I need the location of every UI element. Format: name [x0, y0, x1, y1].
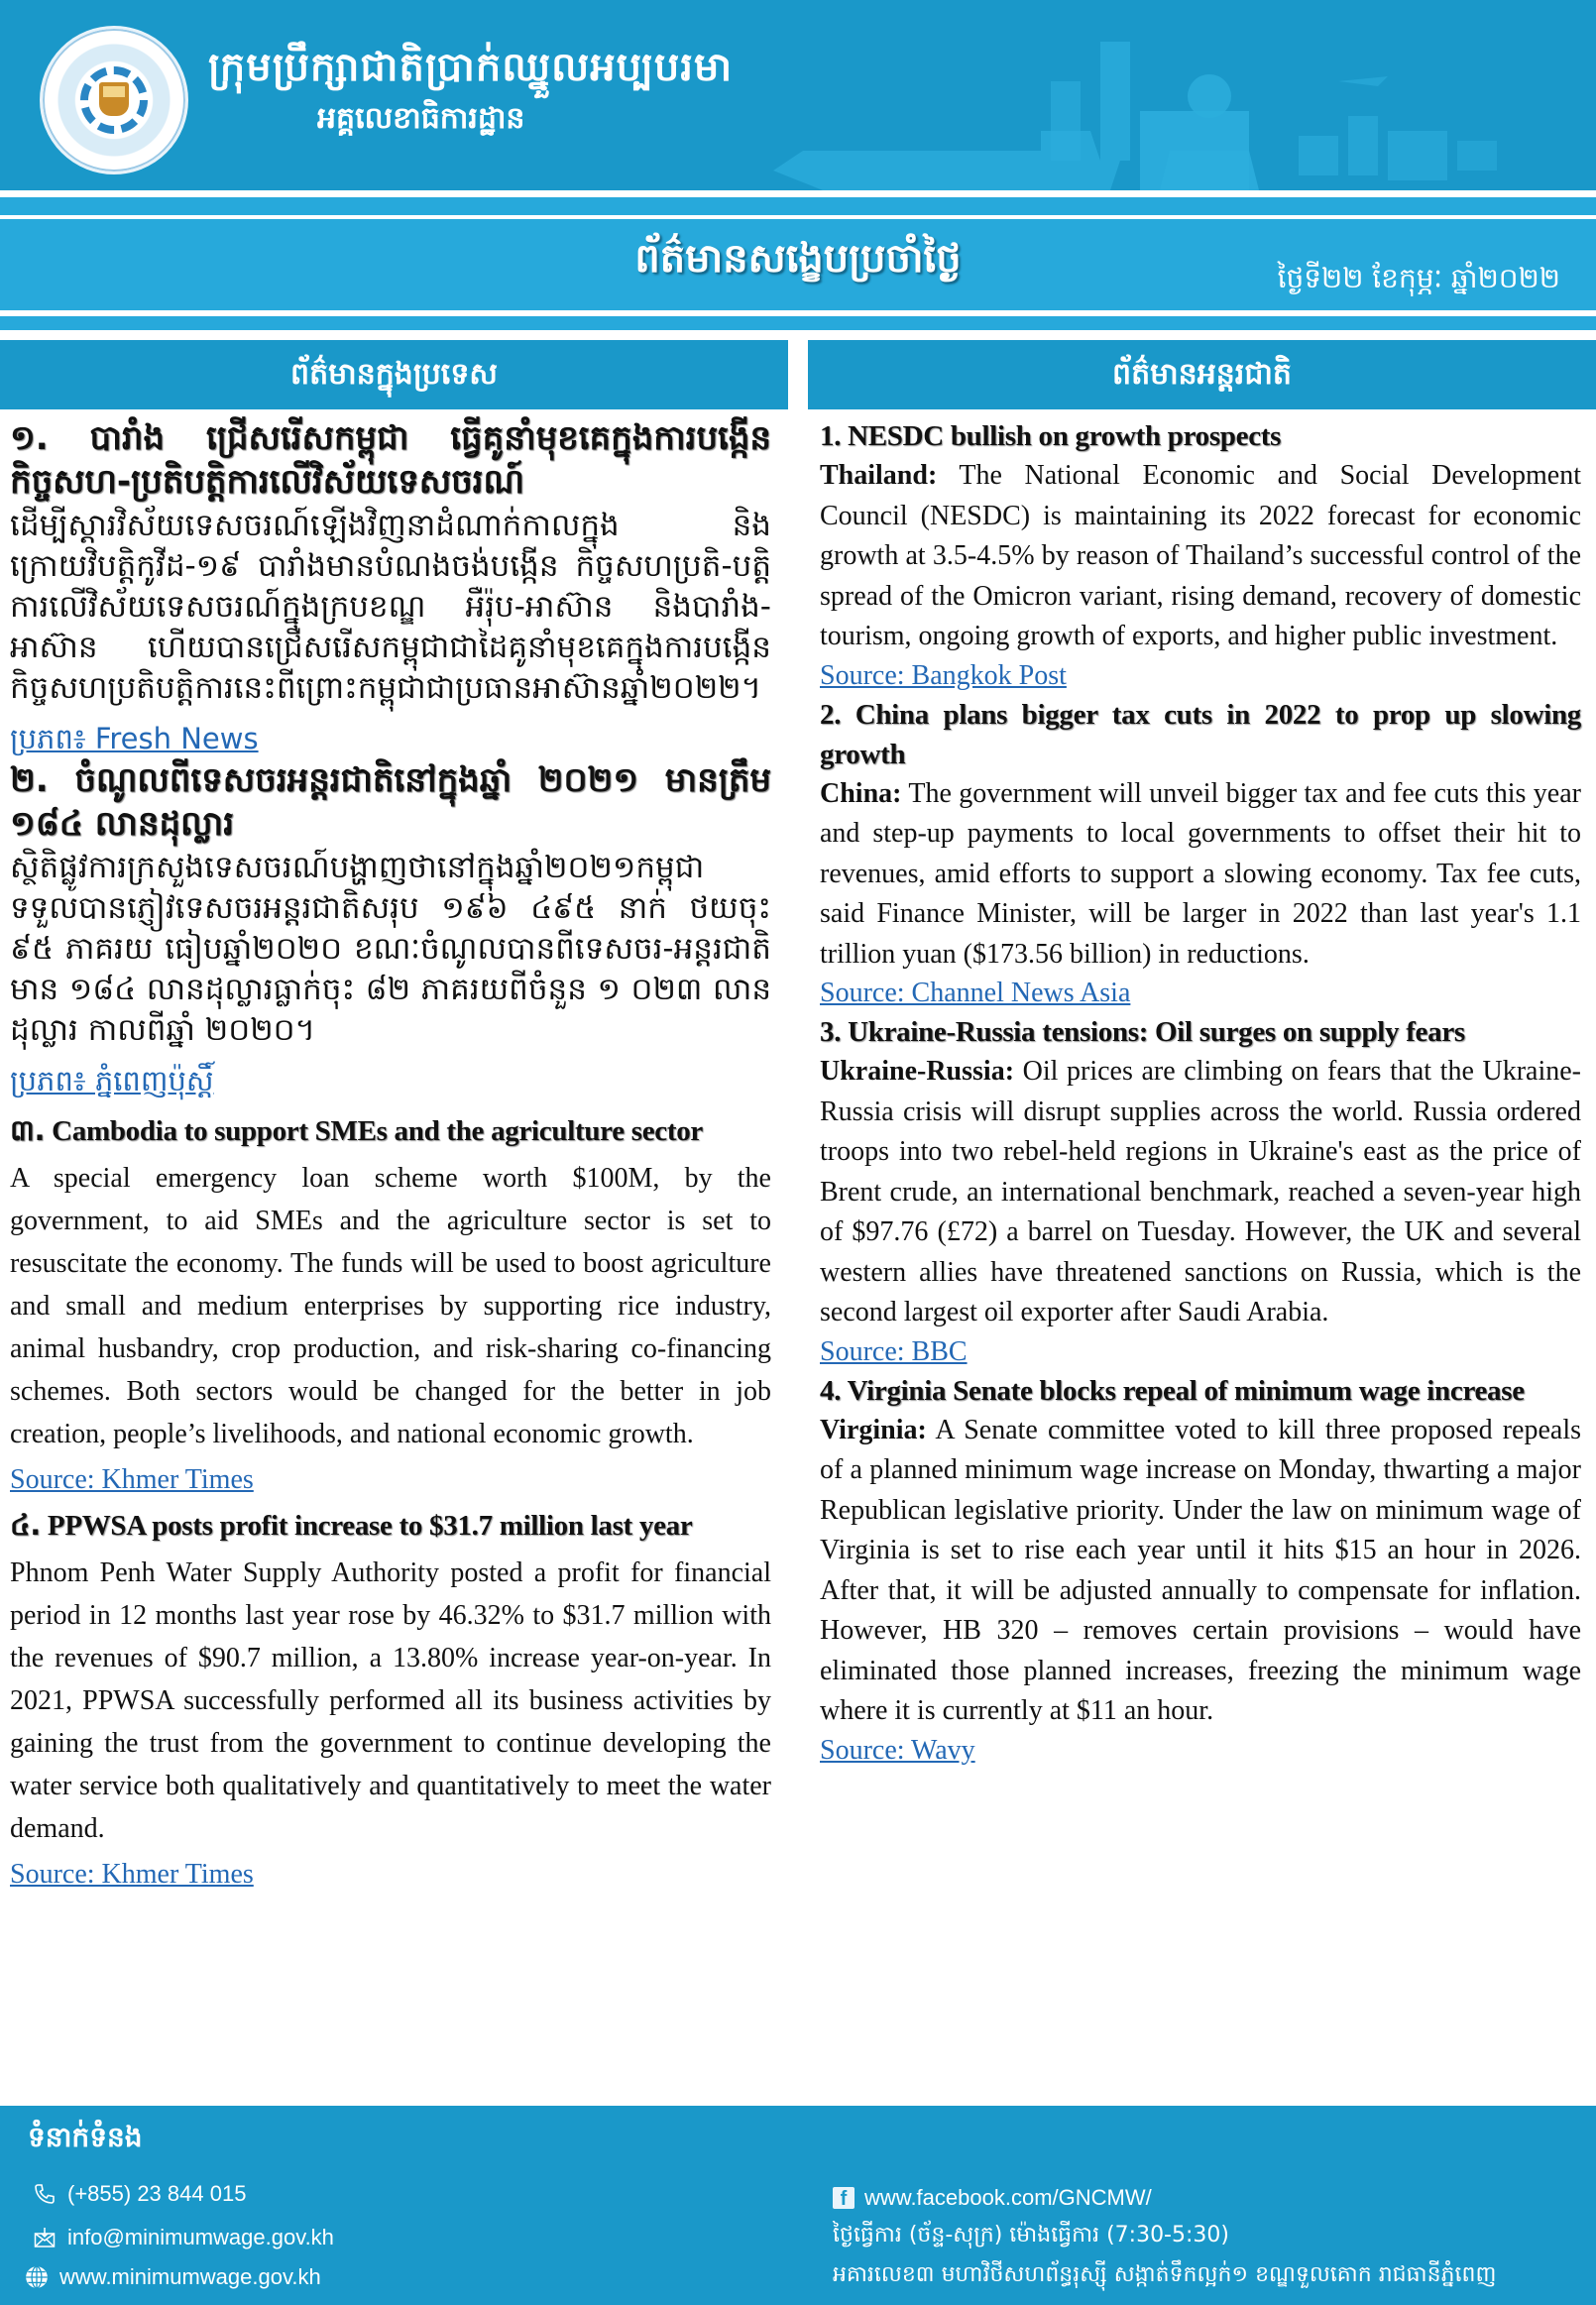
- globe-icon: [24, 2264, 50, 2290]
- article-number: ៣.: [10, 1113, 46, 1147]
- international-news-column: [820, 416, 1581, 1770]
- article-source-link[interactable]: Source: Channel News Asia: [820, 978, 1131, 1008]
- news-article: [10, 1110, 771, 1499]
- article-title: [10, 1505, 771, 1546]
- article-lead: Thailand:: [820, 460, 938, 491]
- article-source-link[interactable]: Source: Khmer Times: [10, 1464, 254, 1495]
- trophy-emblem-icon: [99, 82, 129, 116]
- article-title-text: Cambodia to support SMEs and the agriculture sector: [52, 1115, 703, 1147]
- working-hours: ថ្ងៃធ្វើការ (ច័ន្ទ-សុក្រ) ម៉ោងធ្វើការ (7:30-5:30): [833, 2223, 1229, 2247]
- article-body: Phnom Penh Water Supply Authority posted a profit for financial period in 12 months last year rose by 46.32% to $31.7 million with the revenues of $90.7 million, a 13.80% increase year-on-year. In 2021, PPWSA successfully performed all its business activities by gaining the trust from the government to continue developing the water service both qualitatively and quantitatively to meet the water demand.: [10, 1557, 771, 1844]
- page-title: ព័ត៌មានសង្ខេបប្រចាំថ្ងៃ: [634, 236, 962, 282]
- article-title: [10, 1110, 771, 1151]
- mail-icon: [32, 2225, 57, 2250]
- publication-date: ថ្ងៃទី២២ ខែកុម្ភៈ ឆ្នាំ២០២២: [1277, 262, 1560, 294]
- contact-title: ទំនាក់ទំនង: [28, 2121, 143, 2153]
- domestic-news-heading: ព័ត៌មានក្នុងប្រទេស: [0, 340, 788, 409]
- article-source-link[interactable]: ប្រភព៖ Fresh News: [10, 722, 259, 755]
- article-body: A special emergency loan scheme worth $100M, by the government, to aid SMEs and the agriculture sector is set to resuscitate the economy. The funds will be used to boost agriculture and small and medium enterprises by supporting rice industry, animal husbandry, crop production, and risk-sharing co-financing schemes. Both sectors would be changed for the better in job creation, people’s livelihoods, and national economic growth.: [10, 1163, 771, 1449]
- article-source-link[interactable]: Source: Bangkok Post: [820, 659, 1067, 691]
- news-article: [820, 1371, 1581, 1770]
- header-banner: [0, 0, 1596, 190]
- facebook-link[interactable]: www.facebook.com/GNCMW/: [864, 2185, 1152, 2210]
- article-body: ដើម្បីស្តារវិស័យទេសចរណ៍ឡើងវិញនាដំណាក់កាលក្នុង និងក្រោយវិបត្តិកូវីដ-១៩ បារាំងមានបំណងចង់បង្កើន កិច្ចសហប្រតិ-បត្តិការលើវិស័យទេសចរណ៍ក្នុងក្របខណ្ឌ អឺរ៉ុប-អាស៊ាន និងបារាំង-អាស៊ាន ហើយបានជ្រើសរើសកម្ពុជាជាដៃគូនាំមុខគេក្នុងការបង្កើនកិច្ចសហប្រតិបត្តិការនេះពីព្រោះកម្ពុជាជាប្រធានអាស៊ានឆ្នាំ២០២២។: [10, 508, 771, 706]
- article-title: 3. Ukraine-Russia tensions: Oil surges on supply fears: [820, 1016, 1465, 1048]
- decorative-stripe: [0, 316, 1596, 330]
- article-source-link[interactable]: Source: Wavy: [820, 1734, 975, 1766]
- article-number: ៤.: [10, 1508, 41, 1542]
- news-article: [820, 416, 1581, 695]
- contact-facebook: [833, 2185, 1152, 2211]
- news-article: [10, 1505, 771, 1894]
- article-title: ២. ចំណូលពីទេសចរអន្តរជាតិនៅក្នុងឆ្នាំ ២០២១ មានត្រឹម ១៨៤ លានដុល្លារ: [10, 760, 771, 844]
- article-body: [820, 456, 1581, 657]
- footer: [0, 2106, 1596, 2305]
- contact-phone: [32, 2181, 246, 2207]
- article-body: [820, 774, 1581, 976]
- international-news-heading: ព័ត៌មានអន្តរជាតិ: [808, 340, 1596, 409]
- website-link[interactable]: www.minimumwage.gov.kh: [59, 2264, 321, 2289]
- news-article: [10, 416, 771, 758]
- office-address: អគារលេខ៣ មហាវិថីសហព័ន្ធរុស្ស៊ី សង្កាត់ទឹកល្អក់១ ខណ្ឌទួលគោក រាជធានីភ្នំពេញ: [833, 2262, 1497, 2287]
- article-body-text: The National Economic and Social Development Council (NESDC) is maintaining its 2022 forecast for economic growth at 3.5-4.5% by reason of Thailand’s successful control of the spread of the Omicron variant, rising demand, recovery of domestic tourism, ongoing growth of exports, and higher public investment.: [820, 460, 1581, 651]
- phone-number[interactable]: (+855) 23 844 015: [67, 2181, 247, 2206]
- facebook-icon: f: [833, 2187, 855, 2209]
- article-body: ស្ថិតិផ្លូវការក្រសួងទេសចរណ៍បង្ហាញថានៅក្នុងឆ្នាំ២០២១កម្ពុជាទទួលបានភ្ញៀវទេសចរអន្តរជាតិសរុប ១៩៦ ៤៩៥ នាក់ ថយចុះ ៩៥ ភាគរយ ធៀបឆ្នាំ២០២០ ខណៈចំណូលបានពីទេសចរ-អន្តរជាតិមាន ១៨៤ លានដុល្លារធ្លាក់ចុះ ៨២ ភាគរយពីចំនួន ១ ០២៣ លានដុល្លារ កាលពីឆ្នាំ ២០២០។: [10, 850, 771, 1048]
- article-title: ១. បារាំង ជ្រើសរើសកម្ពុជា ធ្វើគូនាំមុខគេក្នុងការបង្កើនកិច្ចសហ-ប្រតិបត្តិការលើវិស័យទេសចរណ៍: [10, 418, 771, 502]
- article-lead: China:: [820, 777, 902, 809]
- contact-email: [32, 2225, 334, 2250]
- article-title: 4. Virginia Senate blocks repeal of minimum wage increase: [820, 1374, 1525, 1407]
- article-title-text: PPWSA posts profit increase to $31.7 million last year: [47, 1510, 693, 1542]
- news-article: [820, 695, 1581, 1013]
- domestic-news-column: [10, 416, 771, 1894]
- organization-logo: [40, 26, 188, 174]
- decorative-stripe: [0, 197, 1596, 215]
- email-address[interactable]: info@minimumwage.gov.kh: [67, 2225, 334, 2249]
- article-body: [820, 1411, 1581, 1732]
- article-source-link[interactable]: ប្រភព៖ ភ្នំពេញប៉ុស្តិ៍: [10, 1064, 214, 1097]
- article-body-text: A Senate committee voted to kill three proposed repeals of a planned minimum wage increase on Monday, thwarting a major Republican legislative priority. Under the law on minimum wage of Virginia is set to rise each year until it hits $15 an hour in 2026. After that, it will be adjusted annually to compensate for inflation. However, HB 320 – removes certain provisions – would have eliminated those planned increases, freezing the minimum wage where it is currently at $11 an hour.: [820, 1414, 1581, 1726]
- article-title: 2. China plans bigger tax cuts in 2022 to prop up slowing growth: [820, 698, 1581, 770]
- article-source-link[interactable]: Source: Khmer Times: [10, 1859, 254, 1890]
- city-skyline-illustration: [743, 22, 1556, 190]
- article-body-text: The government will unveil bigger tax and fee cuts this year and step-up payments to local governments to offset their hit to revenues, amid efforts to support a slowing economy. Tax fee cuts, said Finance Minister, will be larger in 2022 than last year's 1.1 trillion yuan ($173.56 billion) in reductions.: [820, 777, 1581, 970]
- contact-website: [24, 2264, 321, 2290]
- organization-subtitle: អគ្គលេខាធិការដ្ឋាន: [317, 101, 525, 136]
- news-article: [10, 758, 771, 1100]
- article-lead: Ukraine-Russia:: [820, 1056, 1015, 1087]
- article-title: 1. NESDC bullish on growth prospects: [820, 420, 1282, 452]
- news-article: [820, 1012, 1581, 1371]
- article-body: [820, 1052, 1581, 1333]
- title-bar: [0, 219, 1596, 310]
- article-body-text: Oil prices are climbing on fears that the Ukraine-Russia crisis will disrupt supplies across the world. Russia ordered troops into two rebel-held regions in Ukraine's east as the price of Brent crude, an international benchmark, reached a seven-year high of $97.76 (£72) a barrel on Tuesday. However, the UK and several western allies have threatened sanctions on Russia, which is the second largest oil exporter after Saudi Arabia.: [820, 1056, 1581, 1327]
- organization-name: ក្រុមប្រឹក្សាជាតិប្រាក់ឈ្នួលអប្បបរមា: [208, 45, 734, 90]
- phone-icon: [32, 2181, 57, 2207]
- article-source-link[interactable]: Source: BBC: [820, 1335, 968, 1367]
- article-lead: Virginia:: [820, 1414, 927, 1445]
